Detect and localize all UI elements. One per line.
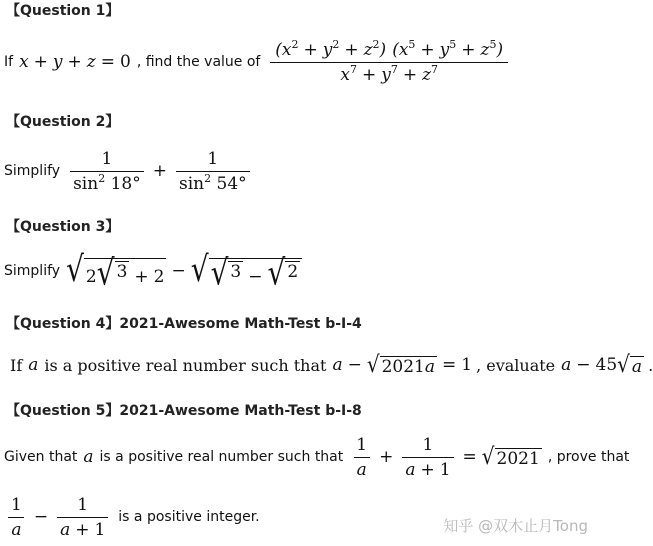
q1-condition: x + y + z = 0 bbox=[19, 52, 131, 72]
q2-plus: + bbox=[152, 161, 167, 181]
q5-expr2: $\frac{1}{a}$ − $\frac{1}{a + 1}$ bbox=[4, 495, 112, 540]
question-1-body bbox=[4, 35, 512, 89]
question-4-heading: 【Question 4】2021-Awesome Math-Test b-I-4 bbox=[6, 316, 362, 332]
q1-middle: , find the value of bbox=[136, 54, 261, 70]
q2-fraction-2: $\frac{1}{\sin^2 54^\circ}$ bbox=[176, 149, 250, 194]
q1-prefix: If bbox=[4, 54, 14, 70]
question-4-body: If a is a positive real number such that a − √ 2021a = 1 , evaluate a − 45 √ a . bbox=[10, 349, 653, 378]
question-3-body bbox=[4, 247, 302, 293]
question-3-heading: 【Question 3】 bbox=[6, 219, 120, 235]
q4-equation: a − √ 2021a = 1 bbox=[332, 349, 473, 378]
question-5-body-line2: $\frac{1}{a}$ − $\frac{1}{a + 1}$ is a positive integer. bbox=[4, 494, 260, 540]
question-5-body-line1: Given that a is a positive real number such that $\frac{1}{a}$ + $\frac{1}{a + 1}$ = √ 2021 , prove that bbox=[4, 434, 630, 480]
q2-fraction-1: $\frac{1}{\sin^2 18^\circ}$ bbox=[70, 149, 144, 194]
question-2-body bbox=[4, 146, 254, 196]
question-1-heading: 【Question 1】 bbox=[6, 3, 120, 19]
q2-prefix: Simplify bbox=[4, 163, 61, 179]
question-5-heading: 【Question 5】2021-Awesome Math-Test b-I-8 bbox=[6, 403, 362, 419]
q4-target: a − 45 √ a bbox=[561, 349, 643, 378]
q1-fraction: $\frac{(x^2 + y^2 + z^2) (x^5 + y^5 + z^5)}{x^7 + y^7 + z^7}$ bbox=[270, 40, 508, 85]
q5-equation: $\frac{1}{a}$ + $\frac{1}{a + 1}$ = √ 2021 bbox=[349, 435, 542, 480]
q3-prefix: Simplify bbox=[4, 263, 61, 279]
question-2-heading: 【Question 2】 bbox=[6, 114, 120, 130]
watermark: 知乎 @双木止月Tong bbox=[443, 517, 588, 535]
q3-expression: √ 2 √ 3 + 2 − √ √ 3 − √ 2 bbox=[66, 256, 302, 287]
